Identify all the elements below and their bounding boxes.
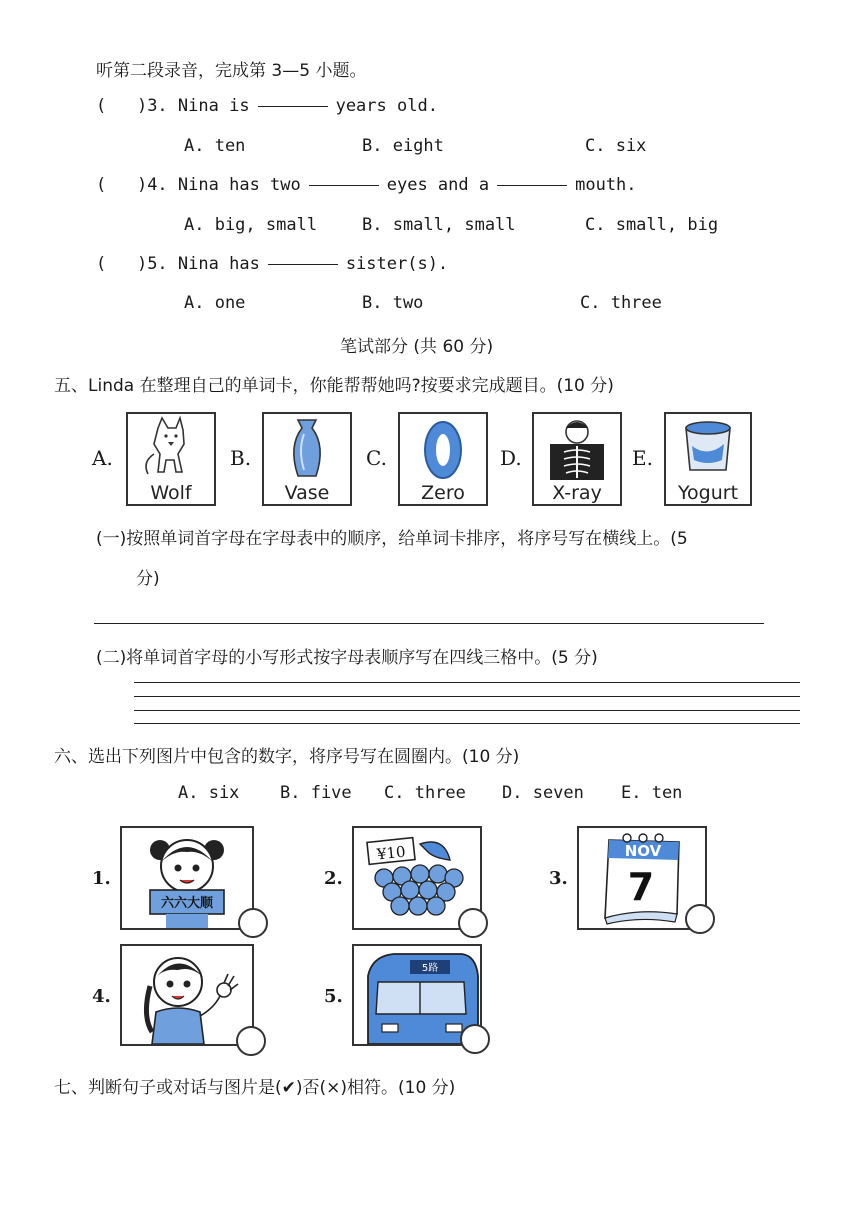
q4-option-a: A. big, small — [184, 215, 318, 235]
picture-number: 4. — [92, 986, 111, 1007]
section5-title: 五、Linda 在整理自己的单词卡，你能帮帮她吗?按要求完成题目。(10 分) — [54, 376, 614, 396]
picture-4 — [120, 944, 254, 1046]
answer-blank[interactable] — [268, 263, 338, 265]
question-3: ( )3. Nina is years old. — [96, 96, 438, 116]
q5-option-a: A. one — [184, 293, 246, 313]
answer-blank[interactable] — [258, 105, 328, 107]
card-label-a: A. — [92, 446, 113, 470]
listening-intro: 听第二段录音，完成第 3—5 小题。 — [96, 61, 367, 81]
q5-option-c: C. three — [580, 293, 662, 313]
card-label-c: C. — [366, 446, 387, 470]
card-word: Vase — [284, 482, 330, 504]
card-word: X-ray — [552, 482, 602, 504]
answer-paren[interactable]: ( ) — [96, 254, 148, 274]
q3-option-a: A. ten — [184, 136, 246, 156]
picture-number: 3. — [549, 868, 568, 889]
word-card-wolf[interactable] — [126, 412, 216, 506]
yogurt-icon — [666, 414, 750, 484]
q4-option-c: C. small, big — [585, 215, 719, 235]
day-text: 7 — [627, 865, 655, 909]
card-label-d: D. — [500, 446, 522, 470]
picture-1 — [120, 826, 254, 930]
q4-option-b: B. small, small — [362, 215, 516, 235]
word-card-yogurt[interactable] — [664, 412, 752, 506]
answer-circle[interactable] — [685, 904, 715, 934]
price-text: ¥10 — [376, 842, 407, 864]
answer-circle[interactable] — [236, 1026, 266, 1056]
card-word: Zero — [421, 482, 465, 504]
zero-icon — [400, 414, 486, 484]
answer-paren[interactable]: ( ) — [96, 96, 148, 116]
girl-sign-icon — [122, 828, 252, 928]
word-card-zero[interactable] — [398, 412, 488, 506]
section5-part2: (二)将单词首字母的小写形式按字母表顺序写在四线三格中。(5 分) — [96, 648, 598, 668]
section6-option-d: D. seven — [502, 783, 584, 803]
section6-option-a: A. six — [178, 783, 240, 803]
section6-option-b: B. five — [280, 783, 352, 803]
picture-number: 5. — [324, 986, 343, 1007]
answer-blank[interactable] — [497, 184, 567, 186]
card-label-e: E. — [632, 446, 653, 470]
question-4: ( )4. Nina has two eyes and a mouth. — [96, 175, 637, 195]
sign-text: 六六大顺 — [160, 896, 214, 911]
answer-paren[interactable]: ( ) — [96, 175, 148, 195]
q5-option-b: B. two — [362, 293, 424, 313]
answer-circle[interactable] — [458, 908, 488, 938]
wolf-icon — [128, 414, 214, 484]
q3-option-b: B. eight — [362, 136, 444, 156]
picture-5 — [352, 944, 482, 1046]
question-5: ( )5. Nina has sister(s). — [96, 254, 449, 274]
section5-part1-line1: (一)按照单词首字母在字母表中的顺序，给单词卡排序，将序号写在横线上。(5 — [96, 529, 688, 549]
month-text: NOV — [624, 842, 662, 860]
answer-blank[interactable] — [309, 184, 379, 186]
section6-option-e: E. ten — [621, 783, 683, 803]
answer-line[interactable] — [94, 623, 764, 624]
picture-number: 2. — [324, 868, 343, 889]
picture-2 — [352, 826, 482, 930]
section6-title: 六、选出下列图片中包含的数字，将序号写在圆圈内。(10 分) — [54, 747, 520, 767]
section6-option-c: C. three — [384, 783, 466, 803]
card-label-b: B. — [230, 446, 252, 470]
answer-circle[interactable] — [238, 908, 268, 938]
card-word: Yogurt — [677, 482, 739, 504]
girl-ok-icon — [122, 946, 252, 1044]
card-word: Wolf — [150, 482, 192, 504]
route-text: 5路 — [421, 963, 439, 974]
answer-circle[interactable] — [460, 1024, 490, 1054]
written-part-title: 笔试部分 (共 60 分) — [340, 337, 494, 357]
picture-number: 1. — [92, 868, 111, 889]
word-card-xray[interactable] — [532, 412, 622, 506]
section5-part1-line2: 分) — [136, 569, 160, 589]
vase-icon — [264, 414, 350, 484]
section7-title: 七、判断句子或对话与图片是(✔)否(×)相符。(10 分) — [54, 1078, 456, 1098]
bus-icon — [354, 946, 480, 1044]
word-card-vase[interactable] — [262, 412, 352, 506]
q3-option-c: C. six — [585, 136, 647, 156]
picture-3 — [577, 826, 707, 930]
xray-icon — [534, 414, 620, 484]
